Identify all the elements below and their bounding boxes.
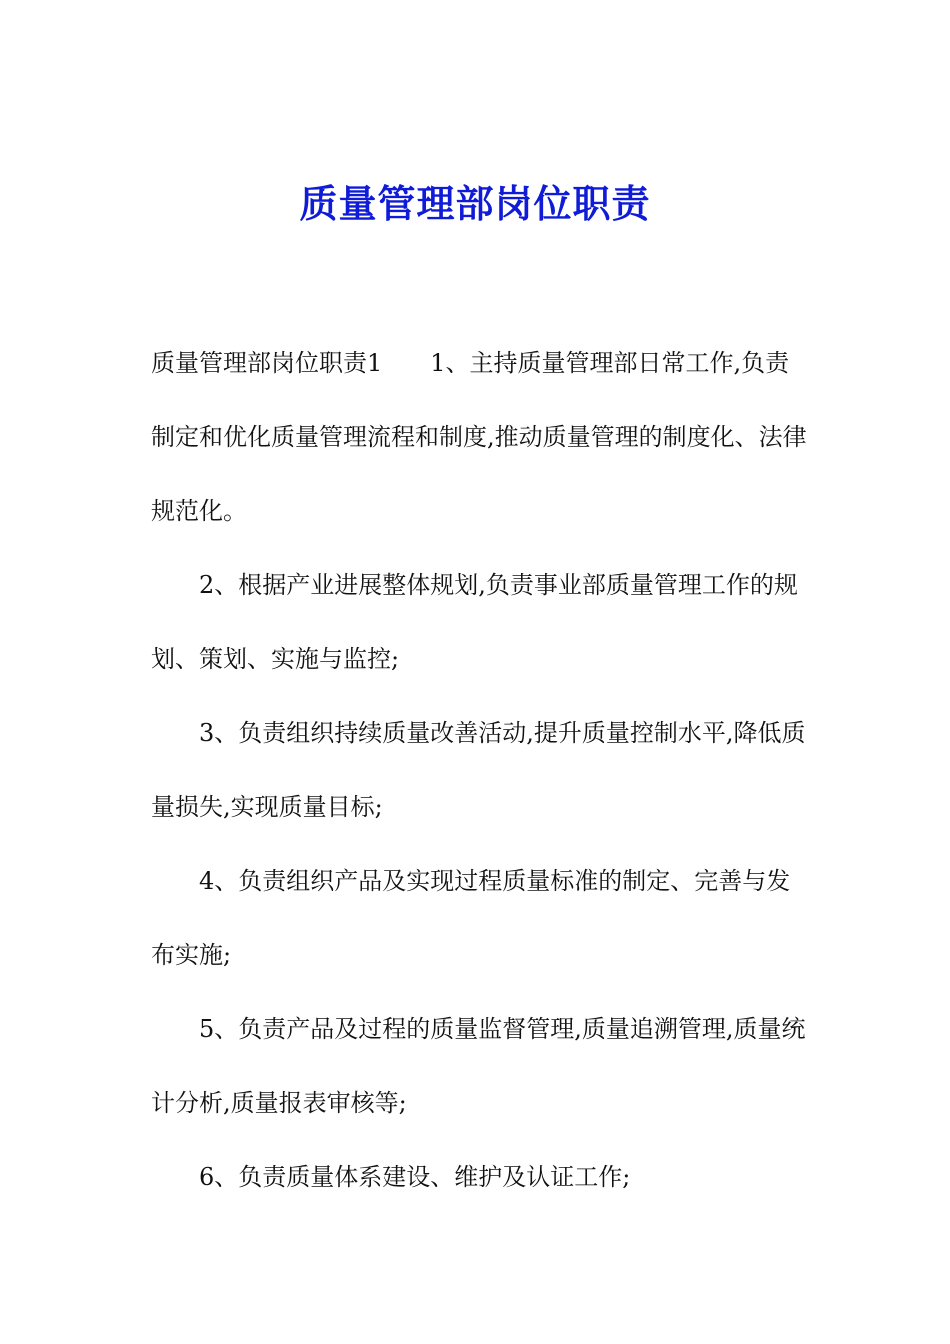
paragraph-3: 3、负责组织持续质量改善活动,提升质量控制水平,降低质量损失,实现质量目标;: [151, 719, 806, 821]
item-1-text: 1、主持质量管理部日常工作,负责制定和优化质量管理流程和制度,推动质量管理的制度化、法律规范化。: [151, 349, 807, 525]
document-title: 质量管理部岗位职责: [299, 181, 651, 226]
paragraph-6: 6、负责质量体系建设、维护及认证工作;: [199, 1163, 631, 1191]
paragraph-4: 4、负责组织产品及实现过程质量标准的制定、完善与发布实施;: [151, 867, 791, 969]
paragraph-5: 5、负责产品及过程的质量监督管理,质量追溯管理,质量统计分析,质量报表审核等;: [151, 1015, 806, 1117]
paragraph-1: [151, 326, 811, 548]
document-body: [151, 326, 811, 1214]
section-label: 质量管理部岗位职责1: [151, 349, 383, 377]
paragraph-2: 2、根据产业进展整体规划,负责事业部质量管理工作的规划、策划、实施与监控;: [151, 571, 798, 673]
